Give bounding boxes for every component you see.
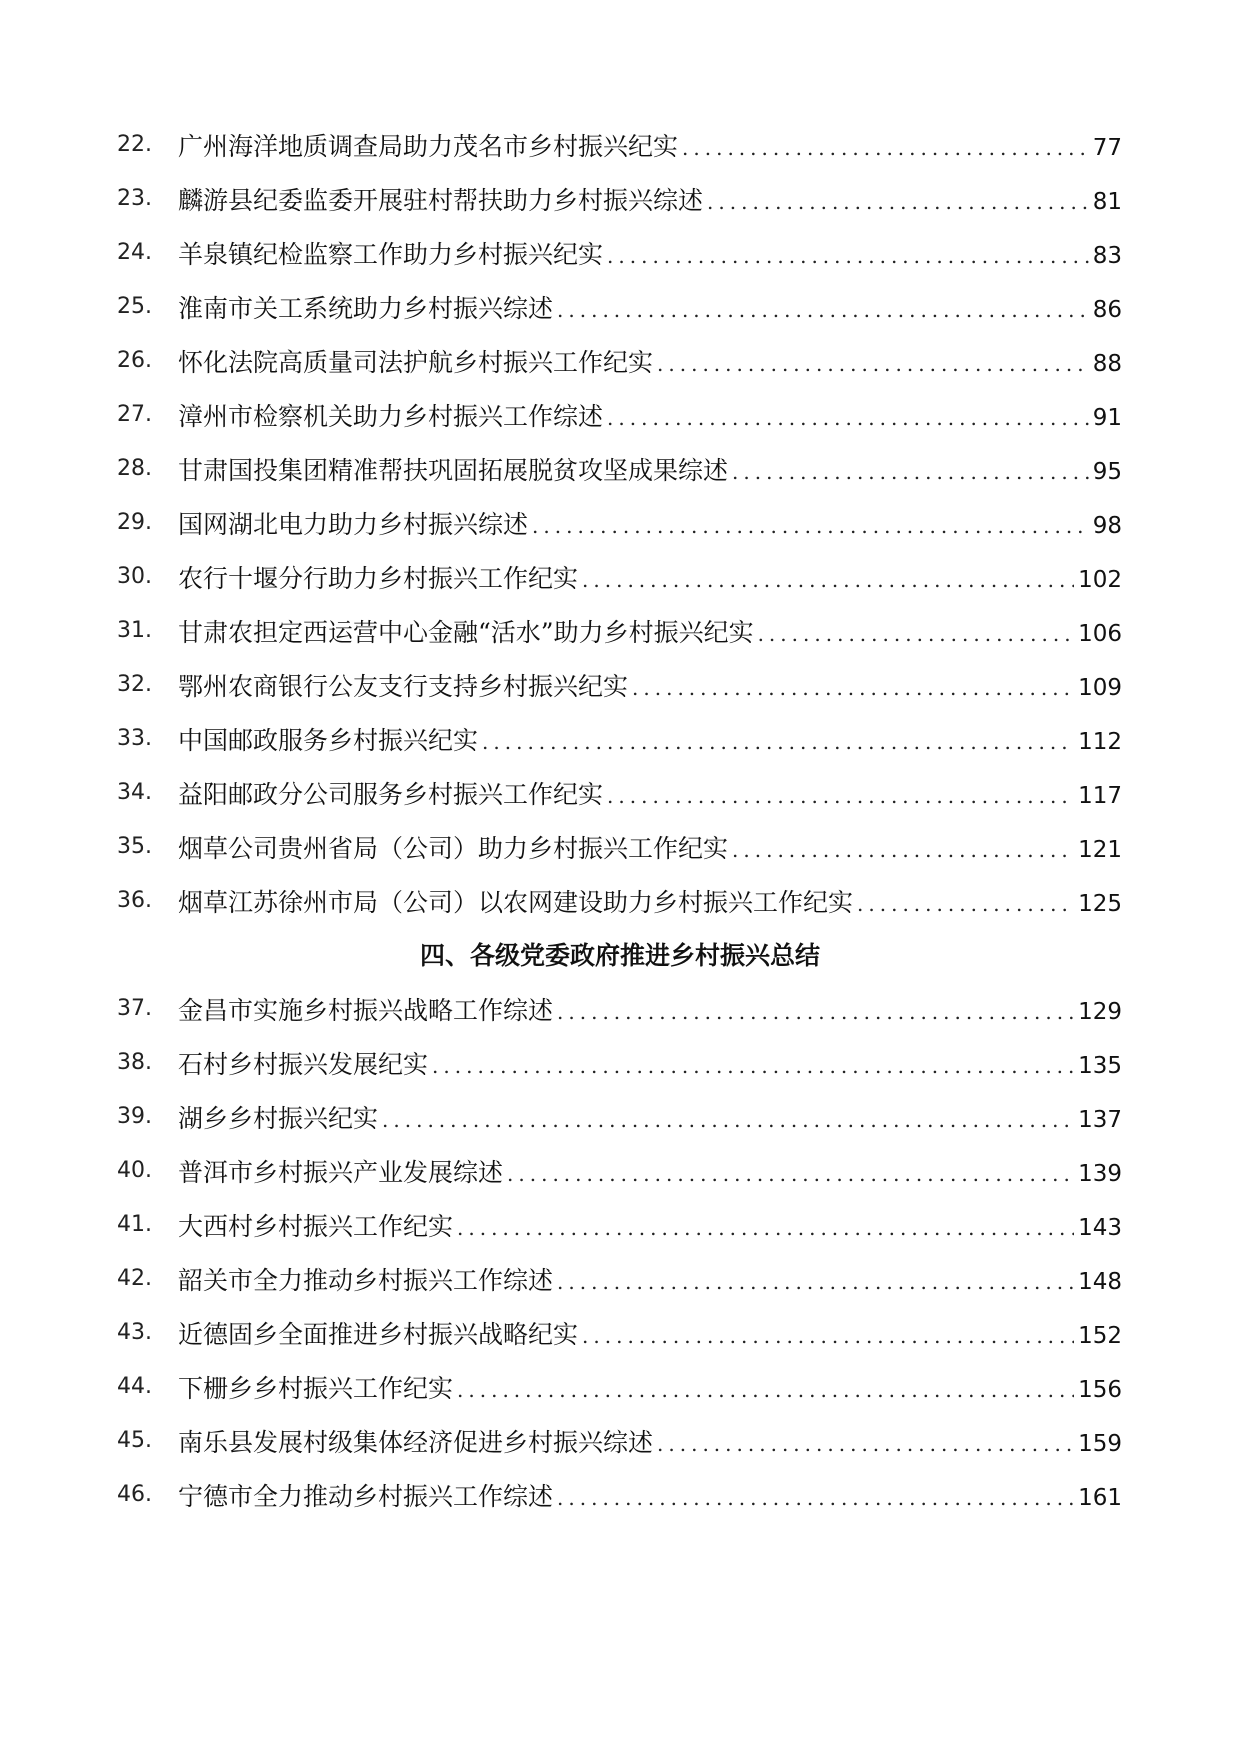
dot-leader — [657, 347, 1089, 381]
toc-entry-number: 34. — [117, 780, 152, 805]
dot-leader — [507, 1157, 1074, 1191]
dot-leader — [707, 185, 1089, 219]
toc-entry-number: 23. — [117, 186, 152, 211]
dot-leader — [607, 239, 1089, 273]
toc-entry[interactable] — [0, 608, 1240, 662]
toc-entry-page: 156 — [1078, 1377, 1122, 1403]
toc-entry[interactable] — [0, 1472, 1240, 1526]
toc-entry-number: 39. — [117, 1104, 152, 1129]
dot-leader — [607, 401, 1089, 435]
toc-entry-line — [178, 562, 1122, 597]
toc-entry-page: 125 — [1078, 891, 1122, 917]
dot-leader — [582, 1319, 1074, 1353]
toc-entry-number: 25. — [117, 294, 152, 319]
toc-entry-page: 137 — [1078, 1107, 1122, 1133]
toc-entry[interactable] — [0, 824, 1240, 878]
toc-entry-line — [178, 184, 1122, 219]
dot-leader — [682, 131, 1089, 165]
toc-entry-line — [178, 1426, 1122, 1461]
toc-entry-title[interactable]: 金昌市实施乡村振兴战略工作综述 — [178, 996, 554, 1025]
toc-entry[interactable] — [0, 176, 1240, 230]
toc-entry-page: 109 — [1078, 675, 1122, 701]
toc-entry-title[interactable]: 漳州市检察机关助力乡村振兴工作综述 — [178, 402, 604, 431]
toc-entry-page: 139 — [1078, 1161, 1122, 1187]
toc-entry-number: 29. — [117, 510, 152, 535]
toc-entry-page: 161 — [1078, 1485, 1122, 1511]
dot-leader — [758, 617, 1075, 651]
toc-entry-number: 32. — [117, 672, 152, 697]
toc-entry-number: 31. — [117, 618, 152, 643]
dot-leader — [657, 1427, 1074, 1461]
toc-entry-page: 152 — [1078, 1323, 1122, 1349]
toc-entry[interactable] — [0, 878, 1240, 932]
toc-entry-page: 86 — [1092, 297, 1122, 323]
toc-entry[interactable] — [0, 1310, 1240, 1364]
toc-entry-line — [178, 1102, 1122, 1137]
toc-entry-line — [178, 1372, 1122, 1407]
toc-entry-line — [178, 454, 1122, 489]
toc-entry-number: 28. — [117, 456, 152, 481]
toc-entry-title[interactable]: 石村乡村振兴发展纪实 — [178, 1050, 429, 1079]
toc-entry-title[interactable]: 怀化法院高质量司法护航乡村振兴工作纪实 — [178, 348, 654, 377]
section-heading: 四、各级党委政府推进乡村振兴总结 — [419, 941, 820, 970]
toc-entry-number: 27. — [117, 402, 152, 427]
dot-leader — [557, 1265, 1074, 1299]
dot-leader — [382, 1103, 1074, 1137]
toc-entry[interactable] — [0, 1148, 1240, 1202]
toc-entry-title[interactable]: 甘肃国投集团精准帮扶巩固拓展脱贫攻坚成果综述 — [178, 456, 729, 485]
toc-entries-before — [0, 122, 1240, 932]
toc-entry-number: 45. — [117, 1428, 152, 1453]
table-of-contents — [0, 122, 1240, 1526]
toc-entry-page: 83 — [1092, 243, 1122, 269]
toc-entry-page: 121 — [1078, 837, 1122, 863]
dot-leader — [432, 1049, 1074, 1083]
toc-entry-page: 143 — [1078, 1215, 1122, 1241]
toc-entry-line — [178, 130, 1122, 165]
toc-entry-number: 40. — [117, 1158, 152, 1183]
toc-entry-line — [178, 508, 1122, 543]
toc-entry[interactable] — [0, 1418, 1240, 1472]
toc-entry[interactable] — [0, 338, 1240, 392]
toc-entry-title[interactable]: 益阳邮政分公司服务乡村振兴工作纪实 — [178, 780, 604, 809]
toc-entry-number: 35. — [117, 834, 152, 859]
toc-entry-number: 42. — [117, 1266, 152, 1291]
toc-entry-page: 88 — [1092, 351, 1122, 377]
toc-entry-number: 30. — [117, 564, 152, 589]
toc-entry-title[interactable]: 普洱市乡村振兴产业发展综述 — [178, 1158, 504, 1187]
toc-entry-number: 46. — [117, 1482, 152, 1507]
toc-entry-page: 102 — [1078, 567, 1122, 593]
toc-entry-number: 43. — [117, 1320, 152, 1345]
toc-entry[interactable] — [0, 392, 1240, 446]
toc-entry-line — [178, 1318, 1122, 1353]
toc-entry-title[interactable]: 淮南市关工系统助力乡村振兴综述 — [178, 294, 554, 323]
toc-entry-number: 33. — [117, 726, 152, 751]
toc-entry-title[interactable]: 宁德市全力推动乡村振兴工作综述 — [178, 1482, 554, 1511]
toc-entry-page: 135 — [1078, 1053, 1122, 1079]
toc-entry-line — [178, 1156, 1122, 1191]
toc-entry[interactable] — [0, 662, 1240, 716]
toc-entry[interactable] — [0, 1040, 1240, 1094]
toc-entry[interactable] — [0, 446, 1240, 500]
toc-entry-line — [178, 238, 1122, 273]
toc-entry-page: 81 — [1092, 189, 1122, 215]
toc-entry-number: 38. — [117, 1050, 152, 1075]
dot-leader — [582, 563, 1074, 597]
toc-entry[interactable] — [0, 716, 1240, 770]
toc-entry-line — [178, 994, 1122, 1029]
toc-entry-title[interactable]: 广州海洋地质调查局助力茂名市乡村振兴纪实 — [178, 132, 679, 161]
dot-leader — [482, 725, 1074, 759]
toc-entry-page: 77 — [1092, 135, 1122, 161]
toc-entry-title[interactable]: 甘肃农担定西运营中心金融“活水”助力乡村振兴纪实 — [178, 618, 754, 647]
toc-entry-title[interactable]: 鄂州农商银行公友支行支持乡村振兴纪实 — [178, 672, 629, 701]
toc-entry-title[interactable]: 大西村乡村振兴工作纪实 — [178, 1212, 454, 1241]
toc-entry-page: 98 — [1092, 513, 1122, 539]
toc-entry-number: 22. — [117, 132, 152, 157]
toc-entry-title[interactable]: 近德固乡全面推进乡村振兴战略纪实 — [178, 1320, 579, 1349]
dot-leader — [732, 455, 1089, 489]
toc-entry-line — [178, 292, 1122, 327]
toc-entry-number: 37. — [117, 996, 152, 1021]
toc-entry-page: 112 — [1078, 729, 1122, 755]
toc-entries-after — [0, 986, 1240, 1526]
toc-entry[interactable] — [0, 122, 1240, 176]
toc-entry-title[interactable]: 下栅乡乡村振兴工作纪实 — [178, 1374, 454, 1403]
dot-leader — [557, 995, 1074, 1029]
toc-entry-title[interactable]: 韶关市全力推动乡村振兴工作综述 — [178, 1266, 554, 1295]
toc-entry-line — [178, 886, 1122, 921]
toc-entry-line — [178, 1210, 1122, 1245]
toc-entry-line — [178, 1264, 1122, 1299]
toc-entry-number: 26. — [117, 348, 152, 373]
toc-entry-line — [178, 400, 1122, 435]
toc-entry-number: 36. — [117, 888, 152, 913]
toc-entry[interactable] — [0, 554, 1240, 608]
toc-entry[interactable] — [0, 1364, 1240, 1418]
toc-entry-page: 148 — [1078, 1269, 1122, 1295]
toc-entry-line — [178, 1048, 1122, 1083]
toc-entry-title[interactable]: 南乐县发展村级集体经济促进乡村振兴综述 — [178, 1428, 654, 1457]
toc-entry[interactable] — [0, 986, 1240, 1040]
toc-entry-page: 106 — [1078, 621, 1122, 647]
dot-leader — [857, 887, 1074, 921]
toc-entry-line — [178, 670, 1122, 705]
toc-entry-line — [178, 1480, 1122, 1515]
toc-entry-title[interactable]: 农行十堰分行助力乡村振兴工作纪实 — [178, 564, 579, 593]
toc-entry-title[interactable]: 烟草江苏徐州市局（公司）以农网建设助力乡村振兴工作纪实 — [178, 888, 854, 917]
dot-leader — [532, 509, 1089, 543]
toc-entry[interactable] — [0, 1202, 1240, 1256]
toc-entry-line — [178, 724, 1122, 759]
toc-entry[interactable] — [0, 1094, 1240, 1148]
dot-leader — [632, 671, 1074, 705]
toc-entry-line — [178, 346, 1122, 381]
toc-entry-page: 159 — [1078, 1431, 1122, 1457]
toc-entry-page: 95 — [1092, 459, 1122, 485]
toc-entry-number: 24. — [117, 240, 152, 265]
toc-entry-page: 129 — [1078, 999, 1122, 1025]
dot-leader — [607, 779, 1074, 813]
toc-entry[interactable] — [0, 1256, 1240, 1310]
toc-entry-line — [178, 616, 1122, 651]
dot-leader — [457, 1211, 1074, 1245]
dot-leader — [732, 833, 1074, 867]
toc-entry[interactable] — [0, 230, 1240, 284]
toc-entry-number: 41. — [117, 1212, 152, 1237]
toc-entry-title[interactable]: 湖乡乡村振兴纪实 — [178, 1104, 379, 1133]
toc-entry[interactable] — [0, 500, 1240, 554]
toc-entry-line — [178, 778, 1122, 813]
dot-leader — [557, 1481, 1074, 1515]
toc-entry-line — [178, 832, 1122, 867]
toc-entry-title[interactable]: 烟草公司贵州省局（公司）助力乡村振兴工作纪实 — [178, 834, 729, 863]
toc-entry-page: 117 — [1078, 783, 1122, 809]
toc-entry[interactable] — [0, 284, 1240, 338]
dot-leader — [457, 1373, 1074, 1407]
toc-entry-title[interactable]: 中国邮政服务乡村振兴纪实 — [178, 726, 479, 755]
toc-entry-page: 91 — [1092, 405, 1122, 431]
toc-entry-title[interactable]: 羊泉镇纪检监察工作助力乡村振兴纪实 — [178, 240, 604, 269]
dot-leader — [557, 293, 1089, 327]
toc-entry-title[interactable]: 国网湖北电力助力乡村振兴综述 — [178, 510, 529, 539]
toc-entry-title[interactable]: 麟游县纪委监委开展驻村帮扶助力乡村振兴综述 — [178, 186, 704, 215]
toc-entry[interactable] — [0, 770, 1240, 824]
toc-entry-number: 44. — [117, 1374, 152, 1399]
